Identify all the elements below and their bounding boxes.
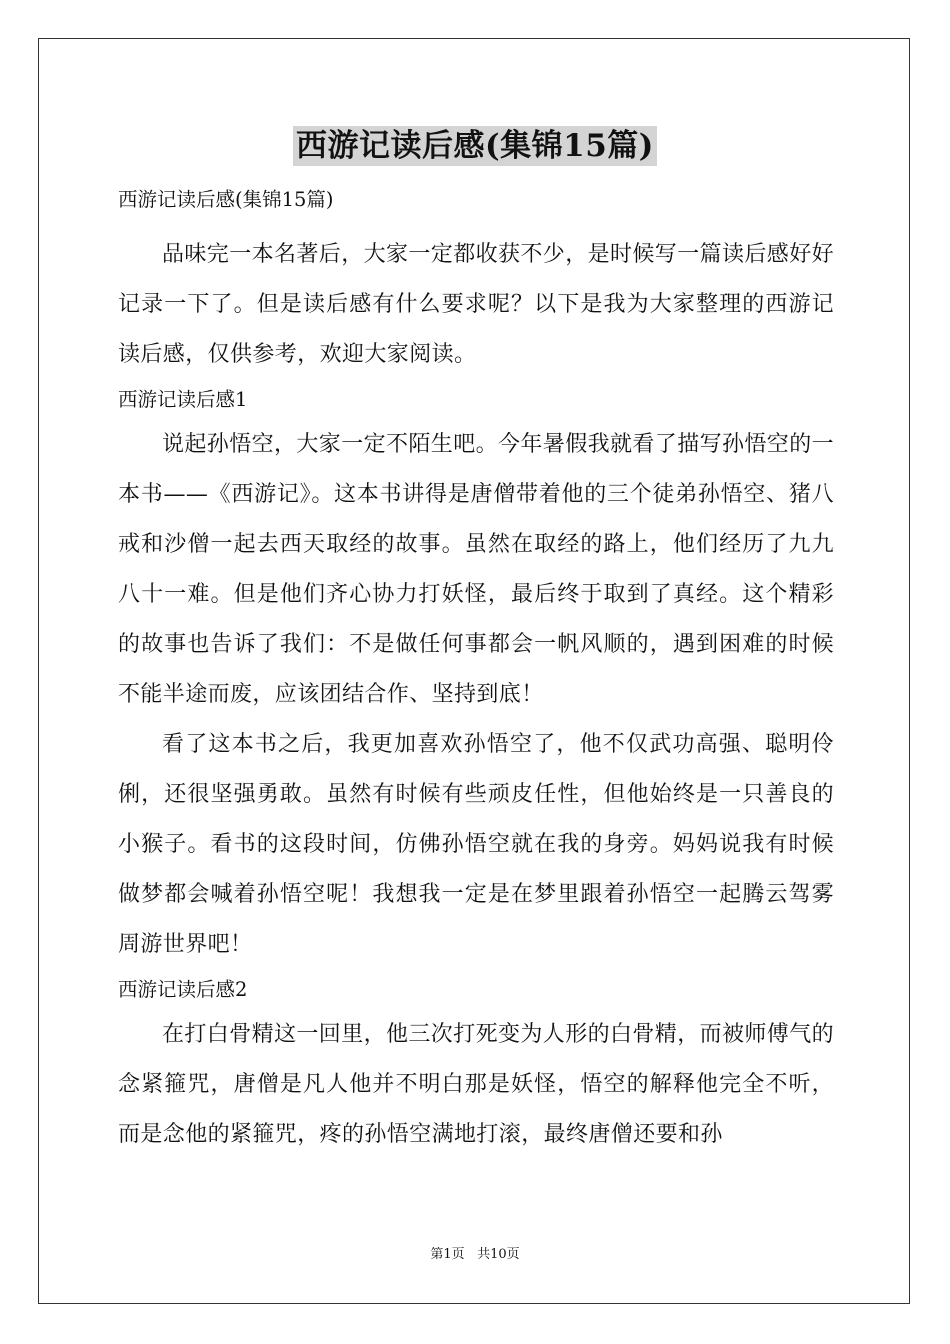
page-footer [0,1245,950,1265]
title-container [0,126,950,166]
section-2-paragraph-1: 在打白骨精这一回里，他三次打死变为人形的白骨精，而被师傅气的念紧箍咒，唐僧是凡人他并不明白那是妖怪，悟空的解释他完全不听，而是念他的紧箍咒，疼的孙悟空满地打滚，最终唐僧还要和孙 [118,1022,835,1147]
document-subtitle: 西游记读后感(集锦15篇) [118,188,334,211]
document-title: 西游记读后感(集锦15篇) [293,126,657,166]
total-pages: 共10页 [477,1247,520,1262]
section-1-paragraph-2: 看了这本书之后，我更加喜欢孙悟空了，他不仅武功高强、聪明伶俐，还很坚强勇敢。虽然有时候有些顽皮任性，但他始终是一只善良的小猴子。看书的这段时间，仿佛孙悟空就在我的身旁。妈妈说我有时候做梦都会喊着孙悟空呢！我想我一定是在梦里跟着孙悟空一起腾云驾雾周游世界吧！ [118,732,834,957]
section-heading-1: 西游记读后感1 [118,388,248,411]
document-body [118,180,834,1160]
section-heading-2: 西游记读后感2 [118,978,248,1001]
page-number: 第1页 [430,1247,465,1262]
section-1-paragraph-1: 说起孙悟空，大家一定不陌生吧。今年暑假我就看了描写孙悟空的一本书——《西游记》。这本书讲得是唐僧带着他的三个徒弟孙悟空、猪八戒和沙僧一起去西天取经的故事。虽然在取经的路上，他们经历了九九八十一难。但是他们齐心协力打妖怪，最后终于取到了真经。这个精彩的故事也告诉了我们：不是做任何事都会一帆风顺的，遇到困难的时候不能半途而废，应该团结合作、坚持到底！ [118,432,835,707]
intro-paragraph: 品味完一本名著后，大家一定都收获不少，是时候写一篇读后感好好记录一下了。但是读后感有什么要求呢？以下是我为大家整理的西游记读后感，仅供参考，欢迎大家阅读。 [118,242,835,367]
